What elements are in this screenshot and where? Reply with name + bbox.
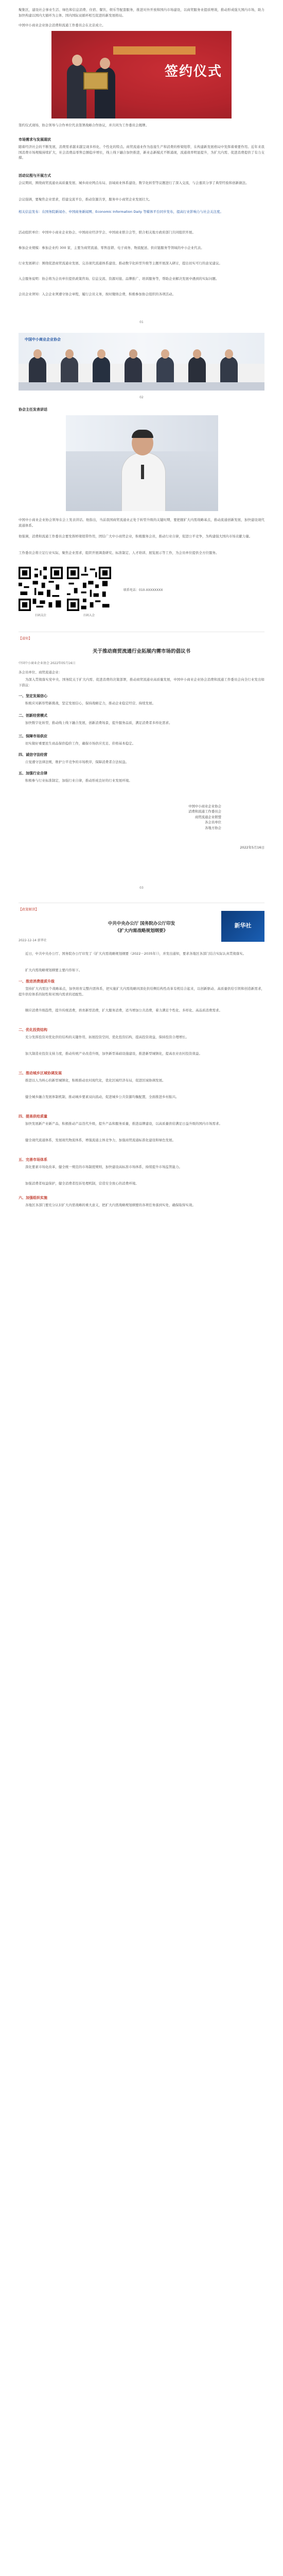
- paragraph: 加强消费者权益保护，健全消费者投诉处理机制，营造安全放心的消费环境。: [25, 1181, 139, 1185]
- section-heading: 六、加强组织实施: [19, 1196, 47, 1200]
- paragraph: 推进以人为核心的新型城镇化，积极推动农村现代化，优化区域经济布局，促进区域协调发展。: [25, 1078, 166, 1082]
- section-heading: 市场需求与发展现状: [19, 138, 51, 142]
- page-number: 03: [139, 886, 144, 890]
- section-heading: 四、提高供给质量: [19, 1114, 47, 1118]
- list-item-4: 入会服务说明：协会将为会员单位提供政策咨询、信息交流、资源对接、品牌推广、培训服务等，帮助企业解决发展中遇到的实际问题。: [19, 277, 219, 281]
- microphone: [141, 465, 144, 479]
- signatory: 中国中小商业企业协会: [188, 804, 221, 808]
- doc-subtitle: 中国中小商业企业协会 2022年05月16日: [19, 662, 76, 665]
- salutation: 各会员单位、商贸流通企业：: [19, 670, 62, 674]
- paragraph: 加快数字化转型，推动线上线下融合发展，创新消费场景，提升服务品质，满足消费者多样化需求。: [25, 721, 172, 725]
- person-figure: [121, 452, 166, 511]
- paragraph: 充分发挥投资对优化供给结构的关键作用，拓展投资空间，优化投资结构，提高投资效益，保持投资合理增长。: [25, 1035, 189, 1039]
- intro-paragraph: 聚集区，建设社会事业生活、绿色和信息消费、住宿、餐饮、娱乐等配套服务，推进对外开放和国内市场建设，以商贸服务业提质增效，推动形成强大国内市场，助力加快构建以国内大循环为主体、国内国际双循环相互促进的新发展格局。: [19, 8, 264, 18]
- list-item-1: 活动组织单位：中国中小商业企业协会、中国商业经济学会、中国商业联合会等，联合相关地方政府部门共同组织开展。: [19, 230, 196, 234]
- page-number: 02: [139, 396, 144, 399]
- section-heading: 五、加强行业自律: [19, 771, 47, 775]
- paragraph: 切实做好重要民生商品保供稳价工作，确保市场供应充足、价格基本稳定。: [25, 741, 136, 745]
- section-heading: 协会主任发表讲话: [19, 408, 47, 412]
- paragraph: 工作委员会将立足行业实际，聚焦企业需求，组织开展调查研究、标准制定、人才培训、展览展示等工作，为会员单位提供全方位服务。: [19, 551, 219, 555]
- thumbnail-label: 新华社: [234, 922, 252, 929]
- plaque: [83, 72, 108, 90]
- contact-info: 联系电话：010-XXXXXXXX: [123, 588, 163, 592]
- paragraph: 会议强调，要聚焦企业需求，搭建交流平台，推动资源共享，服务中小商贸企业发展壮大。: [19, 197, 152, 201]
- paragraph: 为深入贯彻落实党中央、国务院关于扩大内需、促进消费的决策部署，推动商贸流通业高质量发展，中国中小商业企业协会消费和流通工作委员会向全行业发出如下倡议：: [19, 677, 264, 687]
- panel-discussion-photo: [19, 333, 264, 391]
- paragraph: 扩大内需战略规划纲要主要内容如下。: [25, 968, 82, 972]
- paragraph: 积极应对新形势新挑战，坚定发展信心，保持战略定力，推动企业稳定经营、持续发展。: [25, 701, 156, 705]
- paragraph: 健全城乡融合发展体制机制，推动城乡要素双向流动，促进城乡公共资源均衡配置，全面推进乡村振兴。: [25, 1095, 179, 1099]
- doc-title-line2: 《扩大内需战略规划纲要》: [115, 928, 168, 934]
- qr-caption: 扫码关注: [34, 614, 46, 617]
- link-paragraph[interactable]: 相关信息发布：在国务院新闻办、中国商务新闻网、Economic Information Daily 等媒体平台同步发布，提高行业影响力与社会关注度。: [19, 210, 223, 214]
- signing-ceremony-photo: [51, 31, 232, 118]
- section-heading: 一、坚定发展信心: [19, 694, 47, 698]
- paragraph: 深化要素市场化改革，健全统一规范的市场制度规则，加快建设高标准市场体系，持续提升市场监管能力。: [25, 1165, 183, 1169]
- paragraph: 健全现代流通体系，发展现代物流体系，增强流通主体竞争力，加强商贸流通标准化建设和绿色发展。: [25, 1138, 176, 1142]
- list-item-2: 参加企业规模：参加企业约 300 家，主要为商贸流通、零售连锁、电子商务、物流配送、供应链服务等领域的中小企业代表。: [19, 246, 204, 250]
- paragraph: 他强调，消费和流通工作委员会要发挥桥梁纽带作用，团结广大中小商贸企业，积极服务会员，推动行业自律，促进公平竞争，为构建强大国内市场贡献力量。: [19, 534, 253, 538]
- signatory-block: [188, 804, 221, 831]
- banner-text: 签约仪式: [164, 64, 222, 79]
- doc-subtitle: 2022-12-14 新华社: [19, 939, 47, 942]
- section-heading: 四、诚信守法经营: [19, 753, 47, 757]
- news-thumbnail: [221, 911, 264, 942]
- signatory: 各地方协会: [205, 825, 221, 830]
- doc-tag: 【政策解读】: [19, 907, 39, 911]
- paragraph: 加大制造业投资支持力度，推动传统产业改造升级，加快新型基础设施建设，推进新型城镇化，提高农业农村投资效益。: [25, 1052, 203, 1056]
- doc-title: 关于推动商贸流通行业拓展内需市场的倡议书: [92, 649, 190, 654]
- photo-caption: 中国中小商业企业协会: [25, 337, 61, 342]
- paragraph: 加快发展新产业新产品，积极推动产品迭代升级，提升产品和服务质量，推进品牌建设，以高质量供给满足日益升级的国内市场需求。: [25, 1122, 222, 1126]
- paragraph: 会议期间，围绕商贸流通业高质量发展、城乡商业网点布局、县域商业体系建设、数字化转型等议题进行了深入交流，与会嘉宾分享了典型经验和创新做法。: [19, 181, 249, 185]
- paragraph: 随着经济社会的不断发展，消费需求越来越呈现多样化、个性化的特点。商贸流通业作为连接生产和消费的桥梁纽带，在构建新发展格局中发挥着重要作用。近年来我国消费市场规模持续扩大，社会消费品零售总额稳步增长，线上线下融合加快推进，新业态新模式不断涌现，流通效率明显提升，为扩大内需、促进消费提供了有力支撑。: [19, 145, 264, 160]
- speaker-photo: [66, 415, 218, 511]
- page-number: 01: [139, 320, 144, 324]
- section-heading: 二、优化投资结构: [19, 1028, 47, 1032]
- doc-title: 中共中央办公厅 国务院办公厅印发: [108, 921, 175, 926]
- qr-code: [19, 567, 63, 611]
- section-heading: 三、推动城乡区域协调发展: [19, 1071, 62, 1075]
- paragraph: 各地区各部门要充分认识扩大内需战略的重大意义，把扩大内需战略规划纲要的各项任务落到实处，确保取得实效。: [25, 1203, 196, 1207]
- paragraph: 中国中小商业企业协会领导在会上发表讲话。他指出，当前我国商贸流通业正处于转型升级的关键时期，要把握扩大内需战略基点，推动流通创新发展，加快建设现代流通体系。: [19, 518, 264, 528]
- signatory: 商贸流通企业联盟: [194, 815, 221, 819]
- list-item-5: 会员企业须知：入会企业须遵守协会章程，履行会员义务，按时缴纳会费，积极参加协会组织的各项活动。: [19, 292, 176, 296]
- list-item-3: 行业发展研讨：围绕促进商贸流通业发展、完善现代流通体系建设、推动数字化转型升级等主题开展深入研讨，提出切实可行的意见建议。: [19, 261, 222, 265]
- paragraph: 中国中小商业企业协会消费和流通工作委员会在北京成立。: [19, 23, 105, 27]
- caption-paragraph: 签约仪式现场，协会领导与合作单位代表签署战略合作协议，并共同为工作委员会揭牌。: [19, 123, 149, 127]
- section-heading: 活动议程与开展方式: [19, 174, 51, 178]
- signatory: 消费和流通工作委员会: [188, 809, 221, 814]
- paragraph: 自觉遵守法律法规，维护公平竞争的市场秩序，保障消费者合法权益。: [25, 760, 129, 764]
- qr-code: [67, 567, 111, 611]
- section-heading: 二、创新经营模式: [19, 714, 47, 718]
- section-heading: 三、保障市场供应: [19, 734, 47, 738]
- section-heading: 一、推进消费提质升级: [19, 979, 55, 984]
- qr-caption: 扫码入会: [83, 614, 95, 617]
- section-heading: 五、完善市场体系: [19, 1158, 47, 1162]
- paragraph: 坚持扩大内需这个战略基点，加快培育完整内需体系，把实施扩大内需战略同深化供给侧结构性改革有机结合起来，以创新驱动、高质量供给引领和创造新需求，提升供给体系的韧性和对国内需求的适配性。: [19, 987, 264, 996]
- paragraph: 积极参与行业标准制定，加强行业自律，推动形成良好的行业发展环境。: [25, 778, 132, 783]
- signatory: 各会员单位: [205, 820, 221, 825]
- paragraph: 近日，中共中央办公厅、国务院办公厅印发了《扩大内需战略规划纲要（2022－2035年）》，并发出通知，要求各地区各部门结合实际认真贯彻落实。: [25, 952, 246, 956]
- paragraph: 顺应消费升级趋势，提升传统消费，培育新型消费，扩大服务消费，适当增加公共消费，着力满足个性化、多样化、高品质消费需求。: [25, 1008, 222, 1012]
- doc-tag: 【通知】: [19, 636, 32, 640]
- doc-date: 2022年5月16日: [240, 845, 264, 850]
